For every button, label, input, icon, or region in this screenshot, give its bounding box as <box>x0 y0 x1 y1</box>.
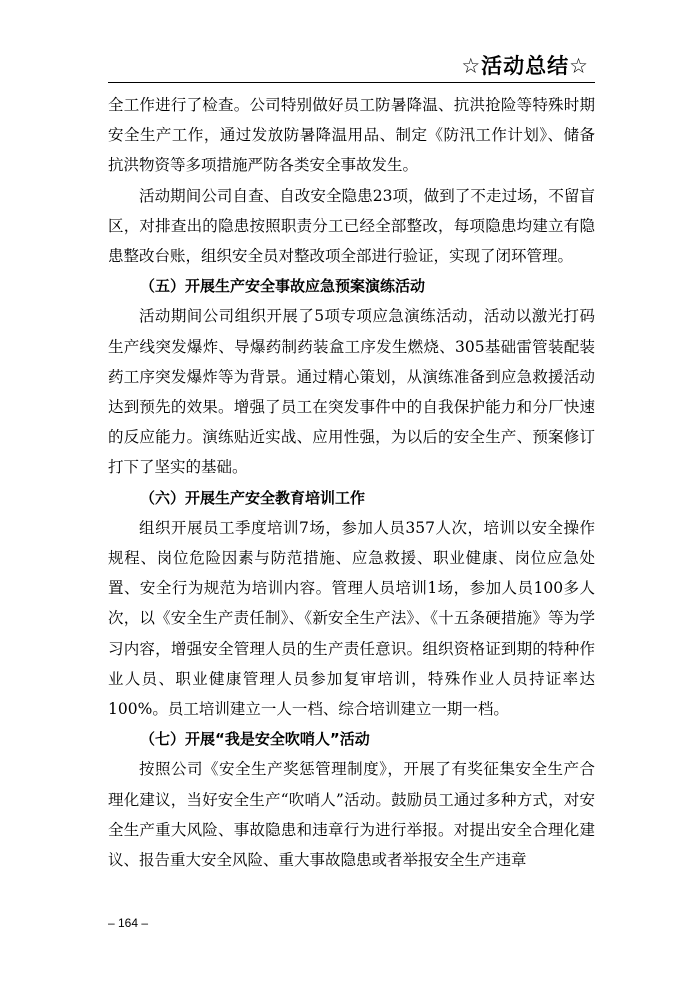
paragraph-continued: 全工作进行了检查。公司特别做好员工防暑降温、抗洪抢险等特殊时期安全生产工作，通过发放防暑降温用品、制定《防汛工作计划》、储备抗洪物资等多项措施严防各类安全事故发生。 <box>108 96 595 175</box>
page-header <box>108 52 595 83</box>
page-number: – 164 – <box>108 916 149 930</box>
section-heading-7: （七）开展“我是安全吹哨人”活动 <box>140 730 370 749</box>
paragraph-whistleblower: 按照公司《安全生产奖惩管理制度》，开展了有奖征集安全生产合理化建议，当好安全生产“吹哨人”活动。鼓励员工通过多种方式，对安全生产重大风险、事故隐患和违章行为进行举报。对提出安全合理化建议、报告重大安全风险、重大事故隐患或者举报安全生产违章 <box>108 760 595 870</box>
section-heading-5: （五）开展生产安全事故应急预案演练活动 <box>140 277 426 296</box>
paragraph-hazard-inspection: 活动期间公司自查、自改安全隐患23项，做到了不走过场，不留盲区，对排查出的隐患按照职责分工已经全部整改，每项隐患均建立有隐患整改台账，组织安全员对整改项全部进行验证，实现了闭环管理。 <box>108 186 595 266</box>
paragraph-safety-training: 组织开展员工季度培训7场，参加人员357人次，培训以安全操作规程、岗位危险因素与防范措施、应急救援、职业健康、岗位应急处置、安全行为规范为培训内容。管理人员培训1场，参加人员100多人次，以《安全生产责任制》、《新安全生产法》、《十五条硬措施》等为学习内容，增强安全管理人员的生产责任意识。组织资格证到期的特种作业人员、职业健康管理人员参加复审培训，特殊作业人员持证率达100%。员工培训建立一人一档、综合培训建立一期一档。 <box>108 518 595 719</box>
paragraph-emergency-drills: 活动期间公司组织开展了5项专项应急演练活动，活动以激光打码生产线突发爆炸、导爆药制药装盒工序发生燃烧、305基础雷管装配装药工序突发爆炸等为背景。通过精心策划，从演练准备到应急救援活动达到预先的效果。增强了员工在突发事件中的自我保护能力和分厂快速的反应能力。演练贴近实战、应用性强，为以后的安全生产、预案修订打下了坚实的基础。 <box>108 307 595 477</box>
header-title: ☆活动总结☆ <box>461 54 589 78</box>
section-heading-6: （六）开展生产安全教育培训工作 <box>140 488 366 507</box>
document-body <box>108 90 595 875</box>
